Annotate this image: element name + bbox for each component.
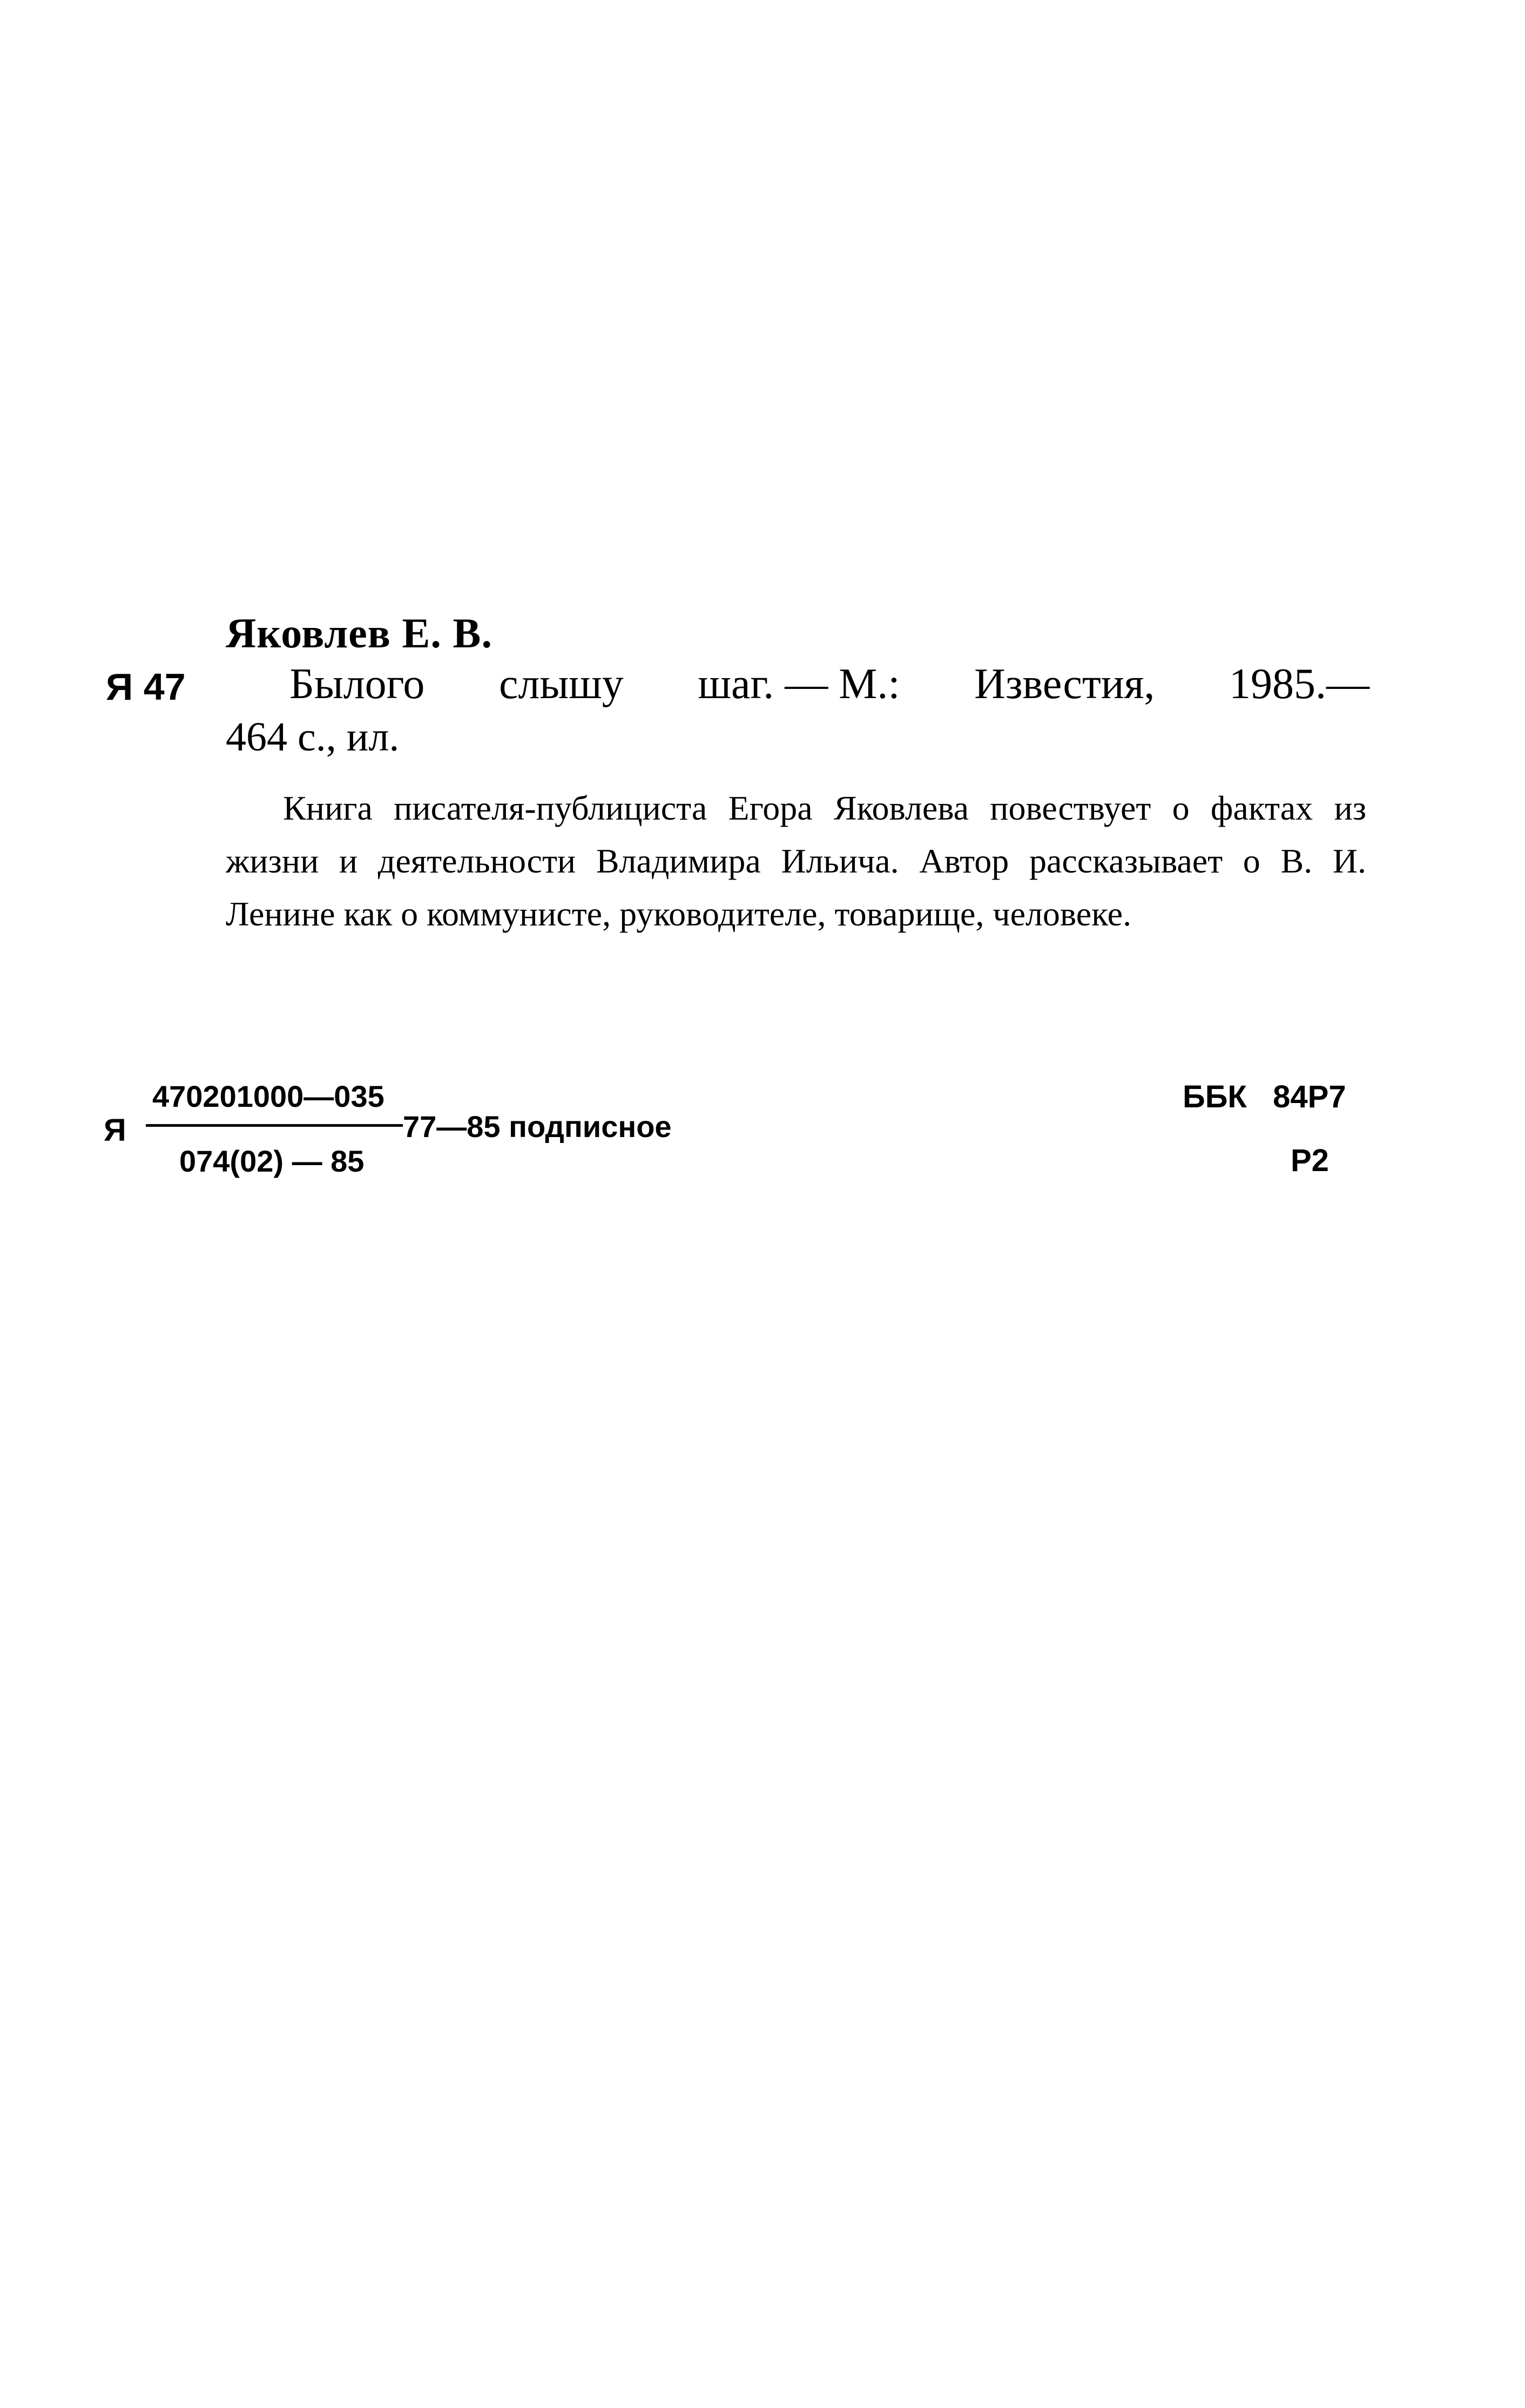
bbk-classification (1183, 1079, 1346, 1115)
title-line (289, 660, 1369, 709)
code-denominator: 074(02) — 85 (179, 1144, 365, 1178)
title-word: шаг. — М.: (698, 660, 900, 708)
title-word: Былого (289, 660, 425, 708)
author-name: Яковлев Е. В. (226, 610, 492, 657)
title-word: 1985.— (1229, 660, 1369, 708)
title-word: Известия, (974, 660, 1155, 708)
catalog-index: Я 47 (106, 666, 186, 708)
code-numerator: 470201000—035 (152, 1079, 384, 1113)
annotation-text: Книга писателя-публициста Егора Яковлева повествует о фактах из жизни и деятельности Владимира Ильича. Автор рассказывает о В. И. Ленине как о коммунисте, руководителе, товарище, человеке. (226, 789, 1366, 933)
bbk-code: 84Р7 (1273, 1079, 1346, 1114)
bbk-label: ББК (1183, 1079, 1247, 1114)
bbk-code-secondary: Р2 (1291, 1143, 1329, 1178)
pages-count: 464 с., ил. (226, 714, 400, 760)
title-word: слышу (499, 660, 624, 708)
code-suffix: 77—85 подписное (403, 1110, 672, 1144)
fraction-line (146, 1124, 403, 1127)
code-letter: Я (104, 1113, 126, 1148)
